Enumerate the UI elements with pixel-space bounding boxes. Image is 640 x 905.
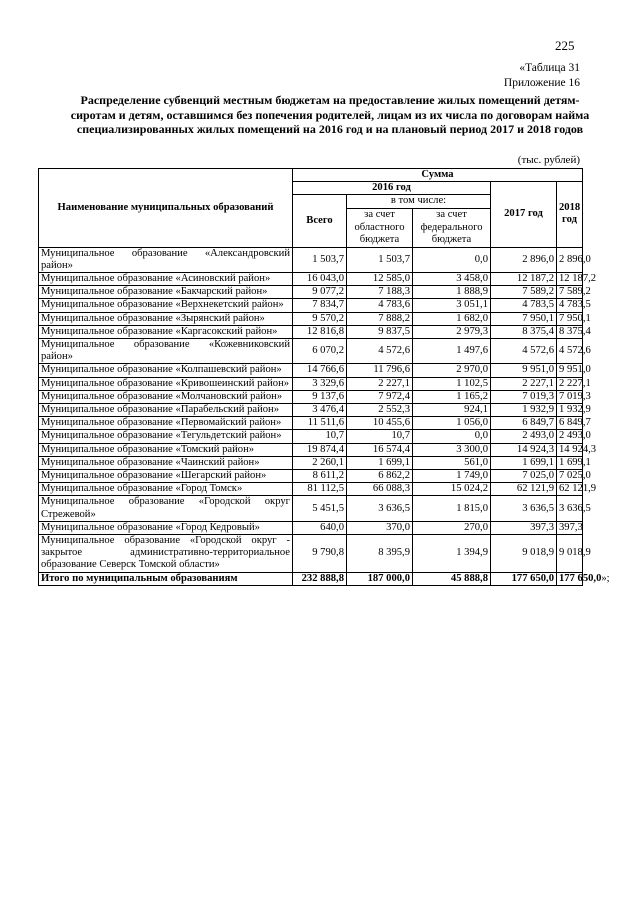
- municipality-name: Муниципальное образование «Каргасокский район»: [39, 325, 293, 338]
- value-federal: 924,1: [413, 404, 491, 417]
- value-y2018: 62 121,9: [557, 483, 583, 496]
- value-y2018: 9 018,9: [557, 535, 583, 573]
- municipality-name: Муниципальное образование «Александровский район»: [39, 247, 293, 272]
- municipality-name: Муниципальное образование «Городской округ Стрежевой»: [39, 496, 293, 521]
- value-federal: 1 394,9: [413, 535, 491, 573]
- header-sum: Сумма: [293, 169, 583, 182]
- subvention-table: [38, 168, 610, 586]
- municipality-name: Муниципальное образование «Парабельский район»: [39, 404, 293, 417]
- value-y2017: 62 121,9: [491, 483, 557, 496]
- value-regional: 370,0: [347, 521, 413, 534]
- municipality-name: Муниципальное образование «Чаинский район»: [39, 456, 293, 469]
- appendix-label: Приложение 16: [503, 77, 580, 89]
- municipality-name: Муниципальное образование «Асиновский район»: [39, 273, 293, 286]
- value-regional: 1 503,7: [347, 247, 413, 272]
- value-regional: 4 572,6: [347, 339, 413, 364]
- value-regional: 10 455,6: [347, 417, 413, 430]
- value-regional: 4 783,6: [347, 299, 413, 312]
- value-total: 19 874,4: [293, 443, 347, 456]
- value-regional: 10,7: [347, 430, 413, 443]
- value-y2018: 7 019,3: [557, 390, 583, 403]
- table-row: [39, 535, 583, 573]
- table-row: [39, 470, 583, 483]
- document-title: Распределение субвенций местным бюджетам на предоставление жилых помещений детям-сиротам и детям, оставшимся без попечения родителей, лицам из их числа по договорам найма специализированных жилых помещений на 2016 год и на плановый период 2017 и 2018 годов: [70, 93, 590, 137]
- value-y2018: 7 589,2: [557, 286, 583, 299]
- value-total: 10,7: [293, 430, 347, 443]
- units-label: (тыс. рублей): [517, 154, 580, 166]
- value-total: 1 503,7: [293, 247, 347, 272]
- value-federal: 2 970,0: [413, 364, 491, 377]
- value-total: 16 043,0: [293, 273, 347, 286]
- value-total: 11 511,6: [293, 417, 347, 430]
- value-regional: 3 636,5: [347, 496, 413, 521]
- value-total: 3 329,6: [293, 377, 347, 390]
- value-y2017: 9 018,9: [491, 535, 557, 573]
- value-y2017: 7 589,2: [491, 286, 557, 299]
- value-y2018: 2 896,0: [557, 247, 583, 272]
- value-y2017: 7 019,3: [491, 390, 557, 403]
- value-total: 6 070,2: [293, 339, 347, 364]
- municipality-name: Муниципальное образование «Бакчарский район»: [39, 286, 293, 299]
- header-2016: 2016 год: [293, 182, 491, 195]
- value-regional: 16 574,4: [347, 443, 413, 456]
- value-y2017: 2 896,0: [491, 247, 557, 272]
- value-y2018: 4 572,6: [557, 339, 583, 364]
- municipality-name: Муниципальное образование «Кожевниковский район»: [39, 339, 293, 364]
- value-regional: 2 552,3: [347, 404, 413, 417]
- value-regional: 2 227,1: [347, 377, 413, 390]
- total-y2017: 177 650,0: [491, 572, 557, 585]
- municipality-name: Муниципальное образование «Город Кедровый»: [39, 521, 293, 534]
- value-total: 14 766,6: [293, 364, 347, 377]
- table-row: [39, 312, 583, 325]
- table-row: [39, 430, 583, 443]
- table-row: [39, 273, 583, 286]
- value-regional: 7 888,2: [347, 312, 413, 325]
- value-y2018: 2 493,0: [557, 430, 583, 443]
- total-federal: 45 888,8: [413, 572, 491, 585]
- value-federal: 1 497,6: [413, 339, 491, 364]
- value-y2018: 7 950,1: [557, 312, 583, 325]
- table-row: [39, 286, 583, 299]
- value-federal: 15 024,2: [413, 483, 491, 496]
- value-total: 640,0: [293, 521, 347, 534]
- municipality-name: Муниципальное образование «Зырянский район»: [39, 312, 293, 325]
- value-regional: 11 796,6: [347, 364, 413, 377]
- table-tag: «Таблица 31: [519, 62, 580, 74]
- value-y2017: 2 227,1: [491, 377, 557, 390]
- value-federal: 2 979,3: [413, 325, 491, 338]
- value-regional: 9 837,5: [347, 325, 413, 338]
- value-y2018: 3 636,5: [557, 496, 583, 521]
- header-2018: 2018 год: [557, 182, 583, 247]
- page-number: 225: [555, 38, 575, 53]
- value-regional: 12 585,0: [347, 273, 413, 286]
- table-row: [39, 443, 583, 456]
- value-total: 7 834,7: [293, 299, 347, 312]
- municipality-name: Муниципальное образование «Кривошеинский район»: [39, 377, 293, 390]
- value-federal: 270,0: [413, 521, 491, 534]
- value-y2017: 7 025,0: [491, 470, 557, 483]
- total-regional: 187 000,0: [347, 572, 413, 585]
- value-federal: 3 051,1: [413, 299, 491, 312]
- value-y2018: 9 951,0: [557, 364, 583, 377]
- value-federal: 1 749,0: [413, 470, 491, 483]
- value-y2018: 14 924,3: [557, 443, 583, 456]
- value-federal: 1 102,5: [413, 377, 491, 390]
- value-federal: 3 458,0: [413, 273, 491, 286]
- total-y2018-value: 177 650,0: [559, 572, 602, 584]
- table-body: [39, 247, 610, 585]
- value-y2017: 9 951,0: [491, 364, 557, 377]
- value-regional: 6 862,2: [347, 470, 413, 483]
- header-name: Наименование муниципальных образований: [39, 169, 293, 248]
- value-federal: 3 300,0: [413, 443, 491, 456]
- value-federal: 0,0: [413, 247, 491, 272]
- value-y2018: 6 849,7: [557, 417, 583, 430]
- value-y2017: 4 572,6: [491, 339, 557, 364]
- header-including: в том числе:: [347, 195, 491, 208]
- table-row: [39, 496, 583, 521]
- header-regional: за счет областного бюджета: [347, 208, 413, 247]
- value-y2018: 8 375,4: [557, 325, 583, 338]
- value-y2017: 3 636,5: [491, 496, 557, 521]
- table-row: [39, 364, 583, 377]
- value-total: 8 611,2: [293, 470, 347, 483]
- table-row: [39, 521, 583, 534]
- value-regional: 66 088,3: [347, 483, 413, 496]
- total-row: [39, 572, 583, 585]
- municipality-name: Муниципальное образование «Тегульдетский район»: [39, 430, 293, 443]
- value-total: 12 816,8: [293, 325, 347, 338]
- total-total: 232 888,8: [293, 572, 347, 585]
- closing-quote: »;: [601, 572, 610, 584]
- value-federal: 1 682,0: [413, 312, 491, 325]
- value-federal: 1 056,0: [413, 417, 491, 430]
- value-federal: 1 815,0: [413, 496, 491, 521]
- table-row: [39, 404, 583, 417]
- value-y2017: 12 187,2: [491, 273, 557, 286]
- municipality-name: Муниципальное образование «Первомайский район»: [39, 417, 293, 430]
- value-total: 9 077,2: [293, 286, 347, 299]
- municipality-name: Муниципальное образование «Городской округ - закрытое административно-территориальное образование Северск Томской области»: [39, 535, 293, 573]
- value-total: 9 570,2: [293, 312, 347, 325]
- value-y2018: 397,3: [557, 521, 583, 534]
- total-y2018: [557, 572, 610, 585]
- value-regional: 7 972,4: [347, 390, 413, 403]
- value-total: 9 137,6: [293, 390, 347, 403]
- value-total: 81 112,5: [293, 483, 347, 496]
- value-federal: 0,0: [413, 430, 491, 443]
- value-y2018: 7 025,0: [557, 470, 583, 483]
- value-y2017: 4 783,5: [491, 299, 557, 312]
- value-federal: 1 165,2: [413, 390, 491, 403]
- value-y2018: 12 187,2: [557, 273, 583, 286]
- municipality-name: Муниципальное образование «Шегарский район»: [39, 470, 293, 483]
- value-y2017: 14 924,3: [491, 443, 557, 456]
- table-row: [39, 483, 583, 496]
- table-row: [39, 456, 583, 469]
- value-y2017: 1 932,9: [491, 404, 557, 417]
- value-total: 3 476,4: [293, 404, 347, 417]
- value-total: 5 451,5: [293, 496, 347, 521]
- municipality-name: Муниципальное образование «Город Томск»: [39, 483, 293, 496]
- table-row: [39, 247, 583, 272]
- municipality-name: Муниципальное образование «Верхнекетский район»: [39, 299, 293, 312]
- value-y2017: 2 493,0: [491, 430, 557, 443]
- header-federal: за счет федерального бюджета: [413, 208, 491, 247]
- value-y2018: 1 932,9: [557, 404, 583, 417]
- header-total: Всего: [293, 195, 347, 247]
- value-regional: 1 699,1: [347, 456, 413, 469]
- table-row: [39, 299, 583, 312]
- value-regional: 7 188,3: [347, 286, 413, 299]
- value-y2017: 397,3: [491, 521, 557, 534]
- value-y2017: 6 849,7: [491, 417, 557, 430]
- table-row: [39, 325, 583, 338]
- municipality-name: Муниципальное образование «Колпашевский район»: [39, 364, 293, 377]
- value-y2018: 1 699,1: [557, 456, 583, 469]
- value-total: 2 260,1: [293, 456, 347, 469]
- table-row: [39, 377, 583, 390]
- total-label: Итого по муниципальным образованиям: [39, 572, 293, 585]
- table-row: [39, 417, 583, 430]
- value-y2017: 7 950,1: [491, 312, 557, 325]
- value-y2018: 2 227,1: [557, 377, 583, 390]
- value-y2017: 8 375,4: [491, 325, 557, 338]
- value-total: 9 790,8: [293, 535, 347, 573]
- municipality-name: Муниципальное образование «Молчановский район»: [39, 390, 293, 403]
- value-y2017: 1 699,1: [491, 456, 557, 469]
- table-row: [39, 339, 583, 364]
- value-federal: 561,0: [413, 456, 491, 469]
- value-federal: 1 888,9: [413, 286, 491, 299]
- value-y2018: 4 783,5: [557, 299, 583, 312]
- table-row: [39, 390, 583, 403]
- value-regional: 8 395,9: [347, 535, 413, 573]
- municipality-name: Муниципальное образование «Томский район»: [39, 443, 293, 456]
- header-2017: 2017 год: [491, 182, 557, 247]
